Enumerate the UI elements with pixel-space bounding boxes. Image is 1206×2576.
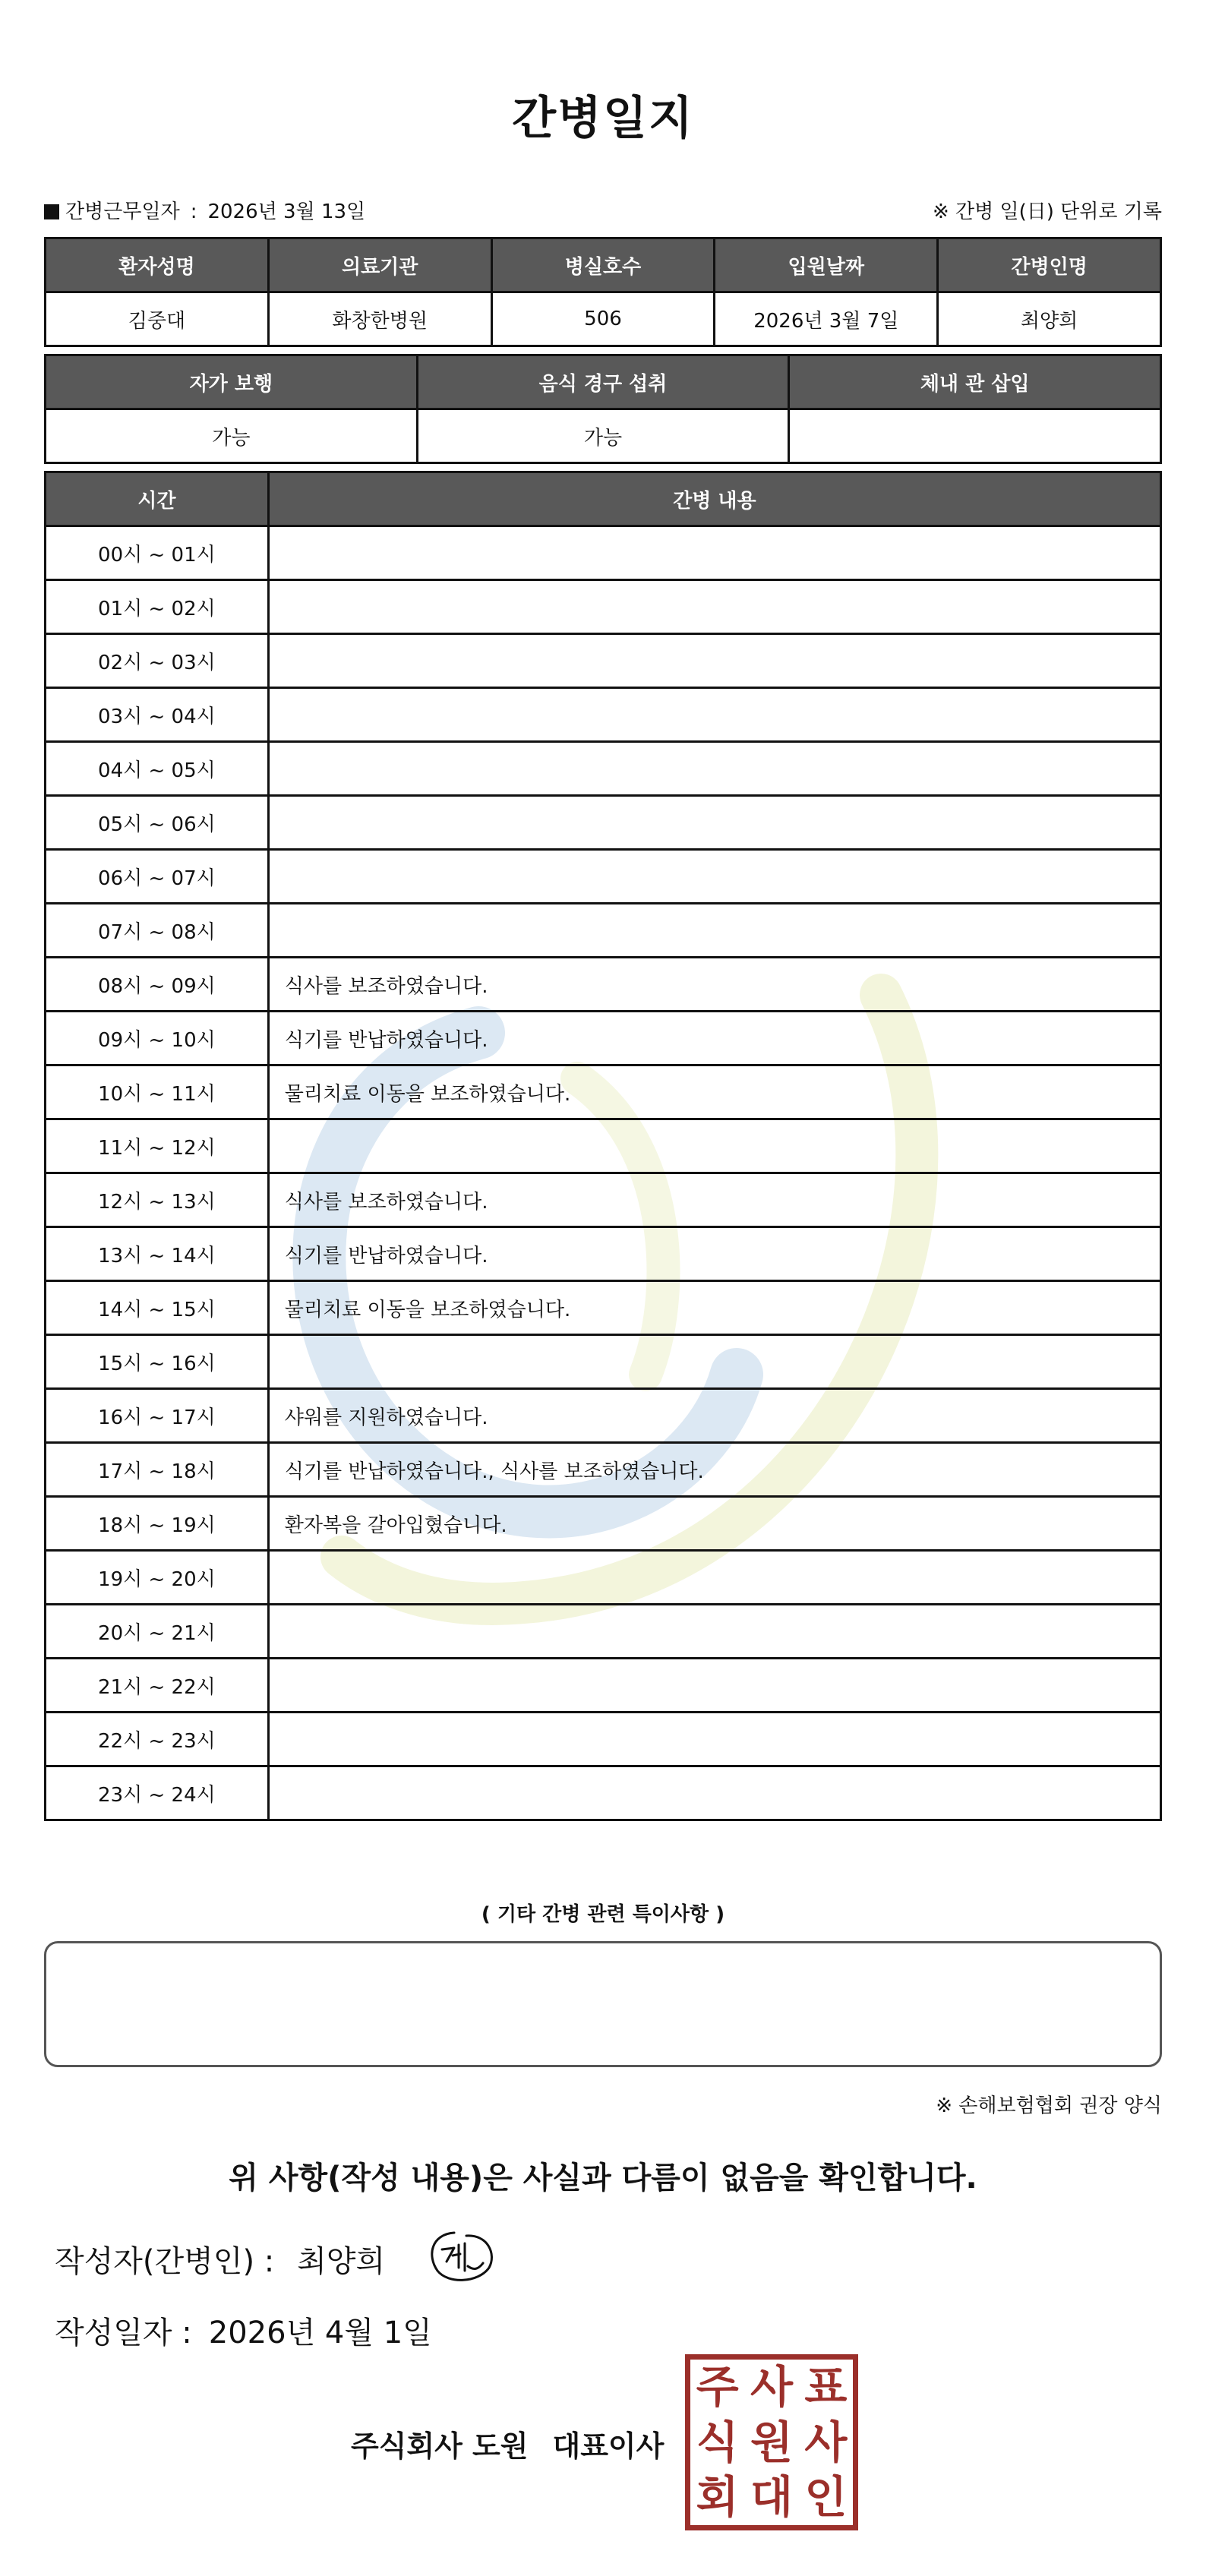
table-row [46,1766,1161,1820]
table-row [46,580,1161,634]
table-row [46,742,1161,796]
table-row [46,1119,1161,1173]
time-cell: 03시 ~ 04시 [46,688,269,742]
square-bullet-icon [44,204,59,219]
care-content-cell [268,1766,1160,1820]
table-row [46,1173,1161,1227]
patient-info-header-row [46,238,1161,292]
header-care-content: 간병 내용 [268,472,1160,526]
time-cell: 14시 ~ 15시 [46,1281,269,1335]
patient-info-table [44,237,1162,347]
header-patient-name: 환자성명 [46,238,269,292]
self-walking-cell: 가능 [46,409,418,463]
writer-name: 최양희 [297,2244,386,2279]
table-row [46,1497,1161,1551]
table-row [46,1281,1161,1335]
time-cell: 12시 ~ 13시 [46,1173,269,1227]
time-cell: 15시 ~ 16시 [46,1335,269,1389]
table-row [46,1012,1161,1065]
care-content-cell [268,850,1160,904]
admission-date-cell: 2026년 3월 7일 [715,292,938,346]
care-content-cell: 물리치료 이동을 보조하였습니다. [268,1281,1160,1335]
time-cell: 00시 ~ 01시 [46,526,269,580]
care-content-cell: 물리치료 이동을 보조하였습니다. [268,1065,1160,1119]
table-row [46,526,1161,580]
work-date-separator: : [190,200,197,223]
care-content-cell: 샤워를 지원하였습니다. [268,1389,1160,1443]
time-cell: 10시 ~ 11시 [46,1065,269,1119]
time-cell: 09시 ~ 10시 [46,1012,269,1065]
header-hospital: 의료기관 [268,238,491,292]
care-content-cell [268,1659,1160,1713]
seal-char: 인 [804,2471,848,2524]
form-source-note: ※ 손해보험협회 권장 양식 [936,2095,1162,2117]
tube-insertion-cell [789,409,1161,463]
handwritten-signature [424,2225,497,2286]
time-cell: 17시 ~ 18시 [46,1443,269,1497]
other-notes-title: ( 기타 간병 관련 특이사항 ) [481,1903,725,1926]
table-row [46,1659,1161,1713]
table-row [46,688,1161,742]
confirmation-statement: 위 사항(작성 내용)은 사실과 다름이 없음을 확인합니다. [229,2161,977,2196]
seal-char: 원 [750,2416,793,2468]
time-cell: 16시 ~ 17시 [46,1389,269,1443]
table-row [46,1335,1161,1389]
table-row [46,1551,1161,1605]
work-date-line [44,196,365,224]
table-row [46,1713,1161,1766]
care-content-cell [268,1605,1160,1659]
company-seal-stamp [685,2354,858,2530]
care-content-cell [268,634,1160,688]
record-unit-note: ※ 간병 일(日) 단위로 기록 [932,200,1162,223]
patient-info-value-row [46,292,1161,346]
written-date-value: 2026년 4월 1일 [208,2316,432,2350]
care-content-cell: 식사를 보조하였습니다. [268,1173,1160,1227]
header-time: 시간 [46,472,269,526]
care-content-cell [268,526,1160,580]
time-cell: 18시 ~ 19시 [46,1497,269,1551]
header-tube-insertion: 체내 관 삽입 [789,355,1161,409]
care-content-cell: 식기를 반납하였습니다. [268,1012,1160,1065]
care-content-cell [268,796,1160,850]
patient-name-cell: 김중대 [46,292,269,346]
care-content-cell [268,1713,1160,1766]
time-cell: 22시 ~ 23시 [46,1713,269,1766]
seal-char: 사 [750,2361,793,2413]
time-cell: 01시 ~ 02시 [46,580,269,634]
table-row [46,634,1161,688]
time-cell: 13시 ~ 14시 [46,1227,269,1281]
seal-char: 회 [696,2471,739,2524]
care-content-cell: 식기를 반납하였습니다. [268,1227,1160,1281]
care-content-cell: 환자복을 갈아입혔습니다. [268,1497,1160,1551]
time-cell: 08시 ~ 09시 [46,958,269,1012]
table-row [46,1389,1161,1443]
patient-status-table [44,354,1162,464]
care-content-cell [268,688,1160,742]
table-row [46,1605,1161,1659]
care-content-cell [268,1551,1160,1605]
hospital-cell: 화창한병원 [268,292,491,346]
header-room-number: 병실호수 [491,238,715,292]
ceo-label: 대표이사 [552,2429,665,2463]
written-date-label: 작성일자 : [55,2316,192,2350]
care-content-cell: 식기를 반납하였습니다., 식사를 보조하였습니다. [268,1443,1160,1497]
table-row [46,850,1161,904]
caregiver-name-cell: 최양희 [938,292,1161,346]
care-content-cell: 식사를 보조하였습니다. [268,958,1160,1012]
care-log-table [44,471,1162,1821]
time-cell: 04시 ~ 05시 [46,742,269,796]
time-cell: 19시 ~ 20시 [46,1551,269,1605]
care-content-cell [268,742,1160,796]
header-oral-intake: 음식 경구 섭취 [417,355,789,409]
table-row [46,796,1161,850]
time-cell: 02시 ~ 03시 [46,634,269,688]
header-self-walking: 자가 보행 [46,355,418,409]
time-cell: 07시 ~ 08시 [46,904,269,958]
room-number-cell: 506 [491,292,715,346]
care-content-cell [268,1335,1160,1389]
time-cell: 20시 ~ 21시 [46,1605,269,1659]
time-cell: 23시 ~ 24시 [46,1766,269,1820]
table-row [46,904,1161,958]
care-content-cell [268,904,1160,958]
writer-line [55,2237,385,2281]
writer-label: 작성자(간병인) : [55,2244,275,2279]
written-date-line [55,2309,432,2352]
seal-char: 사 [804,2416,848,2468]
table-row [46,958,1161,1012]
seal-characters [690,2360,853,2525]
seal-char: 식 [696,2416,739,2468]
header-caregiver-name: 간병인명 [938,238,1161,292]
time-cell: 21시 ~ 22시 [46,1659,269,1713]
company-name: 주식회사 도원 [351,2429,529,2463]
table-row [46,1443,1161,1497]
status-header-row [46,355,1161,409]
seal-char: 주 [696,2361,739,2413]
company-line [351,2423,664,2464]
time-cell: 05시 ~ 06시 [46,796,269,850]
oral-intake-cell: 가능 [417,409,789,463]
other-notes-box [44,1941,1162,2067]
care-log-header-row [46,472,1161,526]
time-cell: 11시 ~ 12시 [46,1119,269,1173]
care-content-cell [268,580,1160,634]
work-date-label: 간병근무일자 [65,200,180,223]
seal-char: 대 [750,2471,793,2524]
time-cell: 06시 ~ 07시 [46,850,269,904]
header-admission-date: 입원날짜 [715,238,938,292]
table-row [46,1227,1161,1281]
document-title: 간병일지 [512,92,694,145]
table-row [46,1065,1161,1119]
work-date-value: 2026년 3월 13일 [207,200,366,223]
care-content-cell [268,1119,1160,1173]
seal-char: 표 [804,2361,848,2413]
status-value-row [46,409,1161,463]
